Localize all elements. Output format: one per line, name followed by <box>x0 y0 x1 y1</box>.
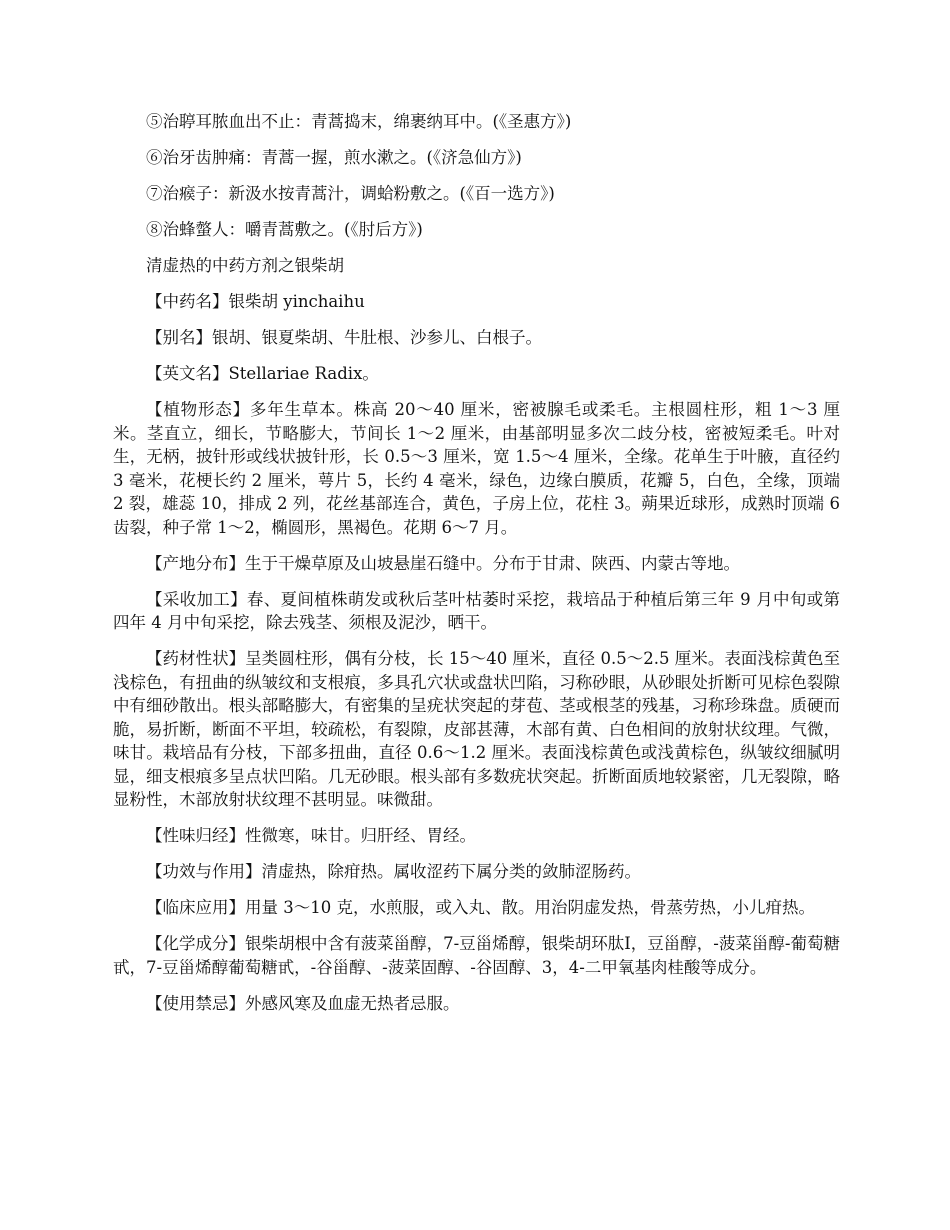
alias-paragraph: 【别名】银胡、银夏柴胡、牛肚根、沙参儿、白根子。 <box>146 328 542 347</box>
english-name-paragraph: 【英文名】Stellariae Radix。 <box>146 364 379 383</box>
harvest-processing-paragraph: 【采收加工】春、夏间植株萌发或秋后茎叶枯萎时采挖，栽培品于种植后第三年 9 月中旬或第四年 4 月中旬采挖，除去残茎、须根及泥沙，晒干。 <box>113 589 840 632</box>
clinical-use-paragraph: 【临床应用】用量 3～10 克，水煎服，或入丸、散。用治阴虚发热，骨蒸劳热，小儿疳热。 <box>146 898 815 917</box>
section-heading: 清虚热的中药方剂之银柴胡 <box>146 256 344 275</box>
material-characteristics-paragraph: 【药材性状】呈类圆柱形，偶有分枝，长 15～40 厘米，直径 0.5～2.5 厘米。表面浅棕黄色至浅棕色，有扭曲的纵皱纹和支根痕，多具孔穴状或盘状凹陷，习称砂眼，从砂眼处折断可见棕色裂隙中有细砂散出。根头部略膨大，有密集的呈疣状突起的芽苞、茎或根茎的残基，习称珍珠盘。质硬而脆，易折断，断面不平坦，较疏松，有裂隙，皮部甚薄，木部有黄、白色相间的放射状纹理。气微，味甘。栽培品有分枝，下部多扭曲，直径 0.6～1.2 厘米。表面浅棕黄色或浅黄棕色，纵皱纹细腻明显，细支根痕多呈点状凹陷。几无砂眼。根头部有多数疣状突起。折断面质地较紧密，几无裂隙，略显粉性，木部放射状纹理不甚明显。味微甜。 <box>113 649 840 809</box>
contraindications-paragraph: 【使用禁忌】外感风寒及血虚无热者忌服。 <box>146 993 460 1013</box>
remedy-paragraph-6: ⑥治牙齿肿痛：青蒿一握，煎水漱之。(《济急仙方》) <box>146 148 522 167</box>
efficacy-paragraph: 【功效与作用】清虚热，除疳热。属收涩药下属分类的敛肺涩肠药。 <box>146 862 641 881</box>
remedy-paragraph-5: ⑤治聤耳脓血出不止：青蒿捣末，绵裹纳耳中。(《圣惠方》) <box>146 112 572 131</box>
chemical-composition-paragraph: 【化学成分】银柴胡根中含有菠菜甾醇，7-豆甾烯醇，银柴胡环肽Ⅰ，豆甾醇，-菠菜甾醇-葡萄糖甙，7-豆甾烯醇葡萄糖甙，-谷甾醇、-菠菜固醇、-谷固醇、3，4-二甲氧基肉桂酸等成分。 <box>113 934 840 977</box>
document-page <box>113 110 840 1028</box>
remedy-paragraph-8: ⑧治蜂螫人：嚼青蒿敷之。(《肘后方》) <box>146 220 423 239</box>
plant-morphology-paragraph: 【植物形态】多年生草本。株高 20～40 厘米，密被腺毛或柔毛。主根圆柱形，粗 1～3 厘米。茎直立，细长，节略膨大，节间长 1～2 厘米，由基部明显多次二歧分枝，密被短柔毛。叶对生，无柄，披针形或线状披针形，长 0.5～3 厘米，宽 1.5～4 厘米，全缘。花单生于叶腋，直径约 3 毫米，花梗长约 2 厘米，萼片 5，长约 4 毫米，绿色，边缘白膜质，花瓣 5，白色，全缘，顶端 2 裂，雄蕊 10，排成 2 列，花丝基部连合，黄色，子房上位，花柱 3。蒴果近球形，成熟时顶端 6 齿裂，种子常 1～2，椭圆形，黑褐色。花期 6～7 月。 <box>113 400 840 537</box>
distribution-paragraph: 【产地分布】生于干燥草原及山坡悬崖石缝中。分布于甘肃、陕西、内蒙古等地。 <box>146 553 740 573</box>
remedy-paragraph-7: ⑦治瘊子：新汲水按青蒿汁，调蛤粉敷之。(《百一选方》) <box>146 184 555 203</box>
nature-meridian-paragraph: 【性味归经】性微寒，味甘。归肝经、胃经。 <box>146 826 476 845</box>
herb-name-paragraph: 【中药名】银柴胡 yinchaihu <box>146 292 365 311</box>
